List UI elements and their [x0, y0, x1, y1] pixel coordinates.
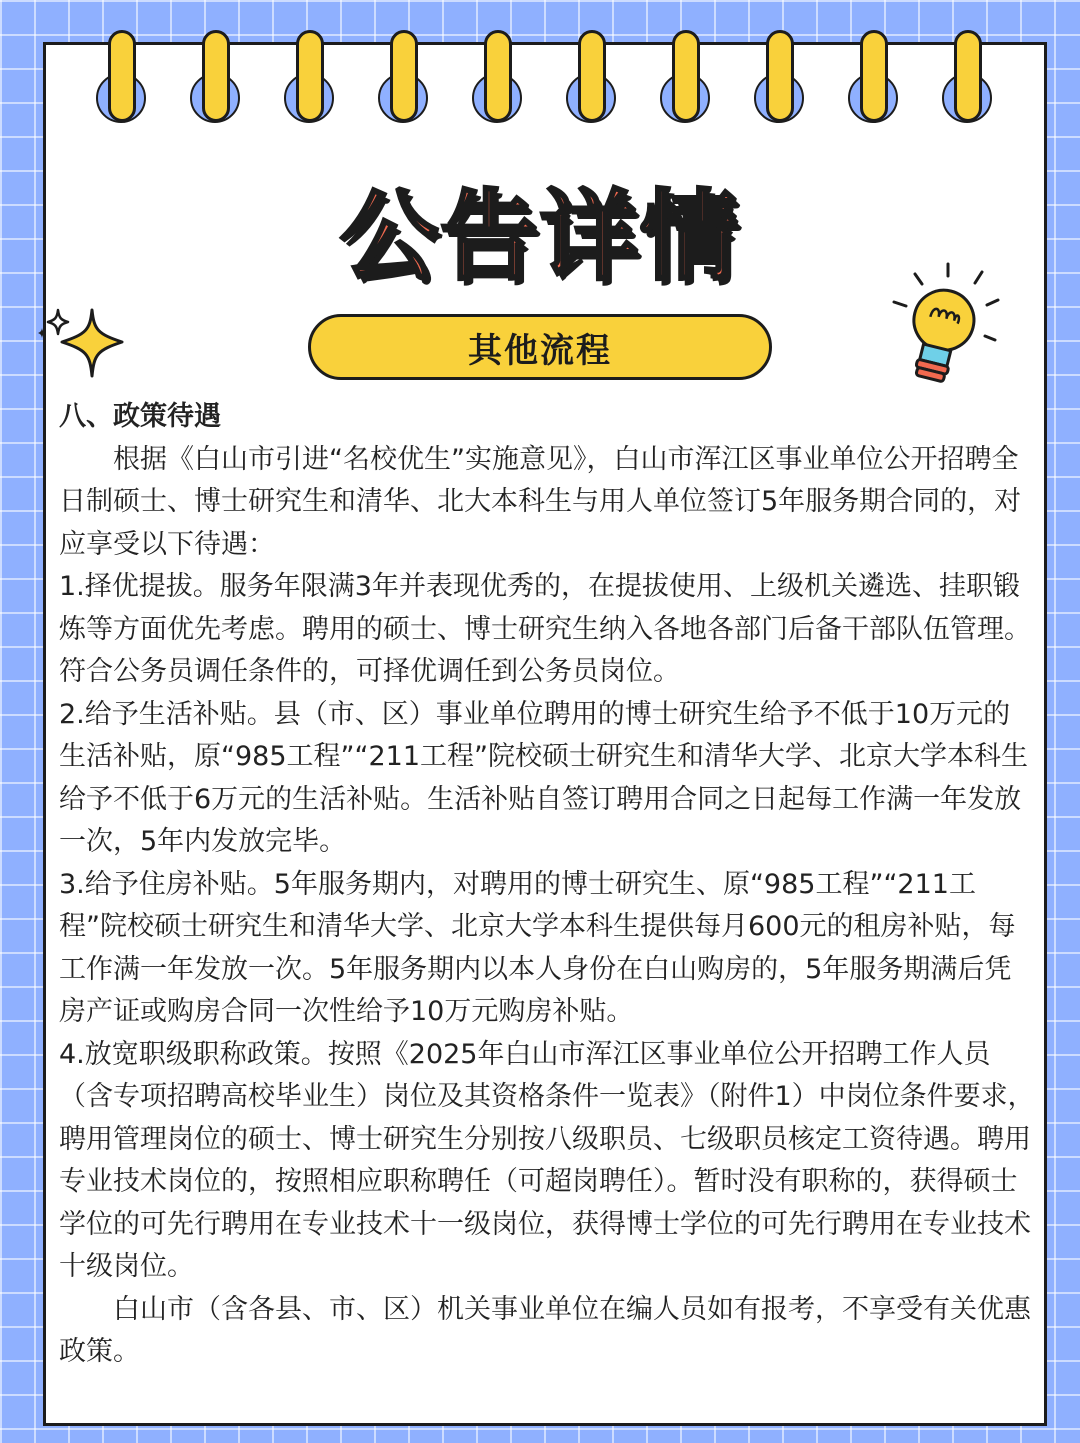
policy-item-3: 3.给予住房补贴。5年服务期内，对聘用的博士研究生、原“985工程”“211工程”院校硕士研究生和清华大学、北京大学本科生提供每月600元的租房补贴，每工作满一年发放一次。5年服务期内以本人身份在白山购房的，5年服务期满后凭房产证或购房合同一次性给予10万元购房补贴。 [59, 868, 1016, 1027]
section-heading: 八、政策待遇 [59, 401, 221, 432]
ring-loop [954, 30, 982, 122]
policy-item-2: 2.给予生活补贴。县（市、区）事业单位聘用的博士研究生给予不低于10万元的生活补贴，原“985工程”“211工程”院校硕士研究生和清华大学、北京大学本科生给予不低于6万元的生活补贴。生活补贴自签订聘用合同之日起每工作满一年发放一次，5年内发放完毕。 [59, 698, 1029, 857]
ring-loop [578, 30, 606, 122]
ring-loop [202, 30, 230, 122]
ring-loop [766, 30, 794, 122]
policy-content [59, 396, 1037, 1374]
intro-paragraph: 根据《白山市引进“名校优生”实施意见》，白山市浑江区事业单位公开招聘全日制硕士、博士研究生和清华、北大本科生与用人单位签订5年服务期合同的，对应享受以下待遇： [59, 443, 1022, 560]
lightbulb-icon [882, 258, 1006, 390]
page-title: 公告详情 [339, 180, 740, 294]
section-pill: 其他流程 [308, 314, 772, 380]
closing-paragraph: 白山市（含各县、市、区）机关事业单位在编人员如有报考，不享受有关优惠政策。 [59, 1293, 1031, 1367]
ring-loop [390, 30, 418, 122]
policy-item-4: 4.放宽职级职称政策。按照《2025年白山市浑江区事业单位公开招聘工作人员（含专项招聘高校毕业生）岗位及其资格条件一览表》（附件1）中岗位条件要求，聘用管理岗位的硕士、博士研究生分别按八级职员、七级职员核定工资待遇。聘用专业技术岗位的，按照相应职称聘任（可超岗聘任）。暂时没有职称的，获得硕士学位的可先行聘用在专业技术十一级岗位，获得博士学位的可先行聘用在专业技术十级岗位。 [59, 1038, 1035, 1282]
binder-ring [472, 28, 524, 128]
binder-ring [848, 28, 900, 128]
binder-ring [96, 28, 148, 128]
ring-loop [296, 30, 324, 122]
binder-ring [660, 28, 712, 128]
policy-item-1: 1.择优提拔。服务年限满3年并表现优秀的，在提拔使用、上级机关遴选、挂职锻炼等方面优先考虑。聘用的硕士、博士研究生纳入各地各部门后备干部队伍管理。符合公务员调任条件的，可择优调任到公务员岗位。 [59, 571, 1031, 687]
ring-loop [672, 30, 700, 122]
ring-loop [860, 30, 888, 122]
binder-ring [566, 28, 618, 128]
binder-ring [754, 28, 806, 128]
sparkle-icon [30, 300, 130, 384]
binder-ring [378, 28, 430, 128]
binder-ring [284, 28, 336, 128]
binder-ring [942, 28, 994, 128]
binder-rings [0, 28, 1080, 128]
binder-ring [190, 28, 242, 128]
ring-loop [108, 30, 136, 122]
ring-loop [484, 30, 512, 122]
